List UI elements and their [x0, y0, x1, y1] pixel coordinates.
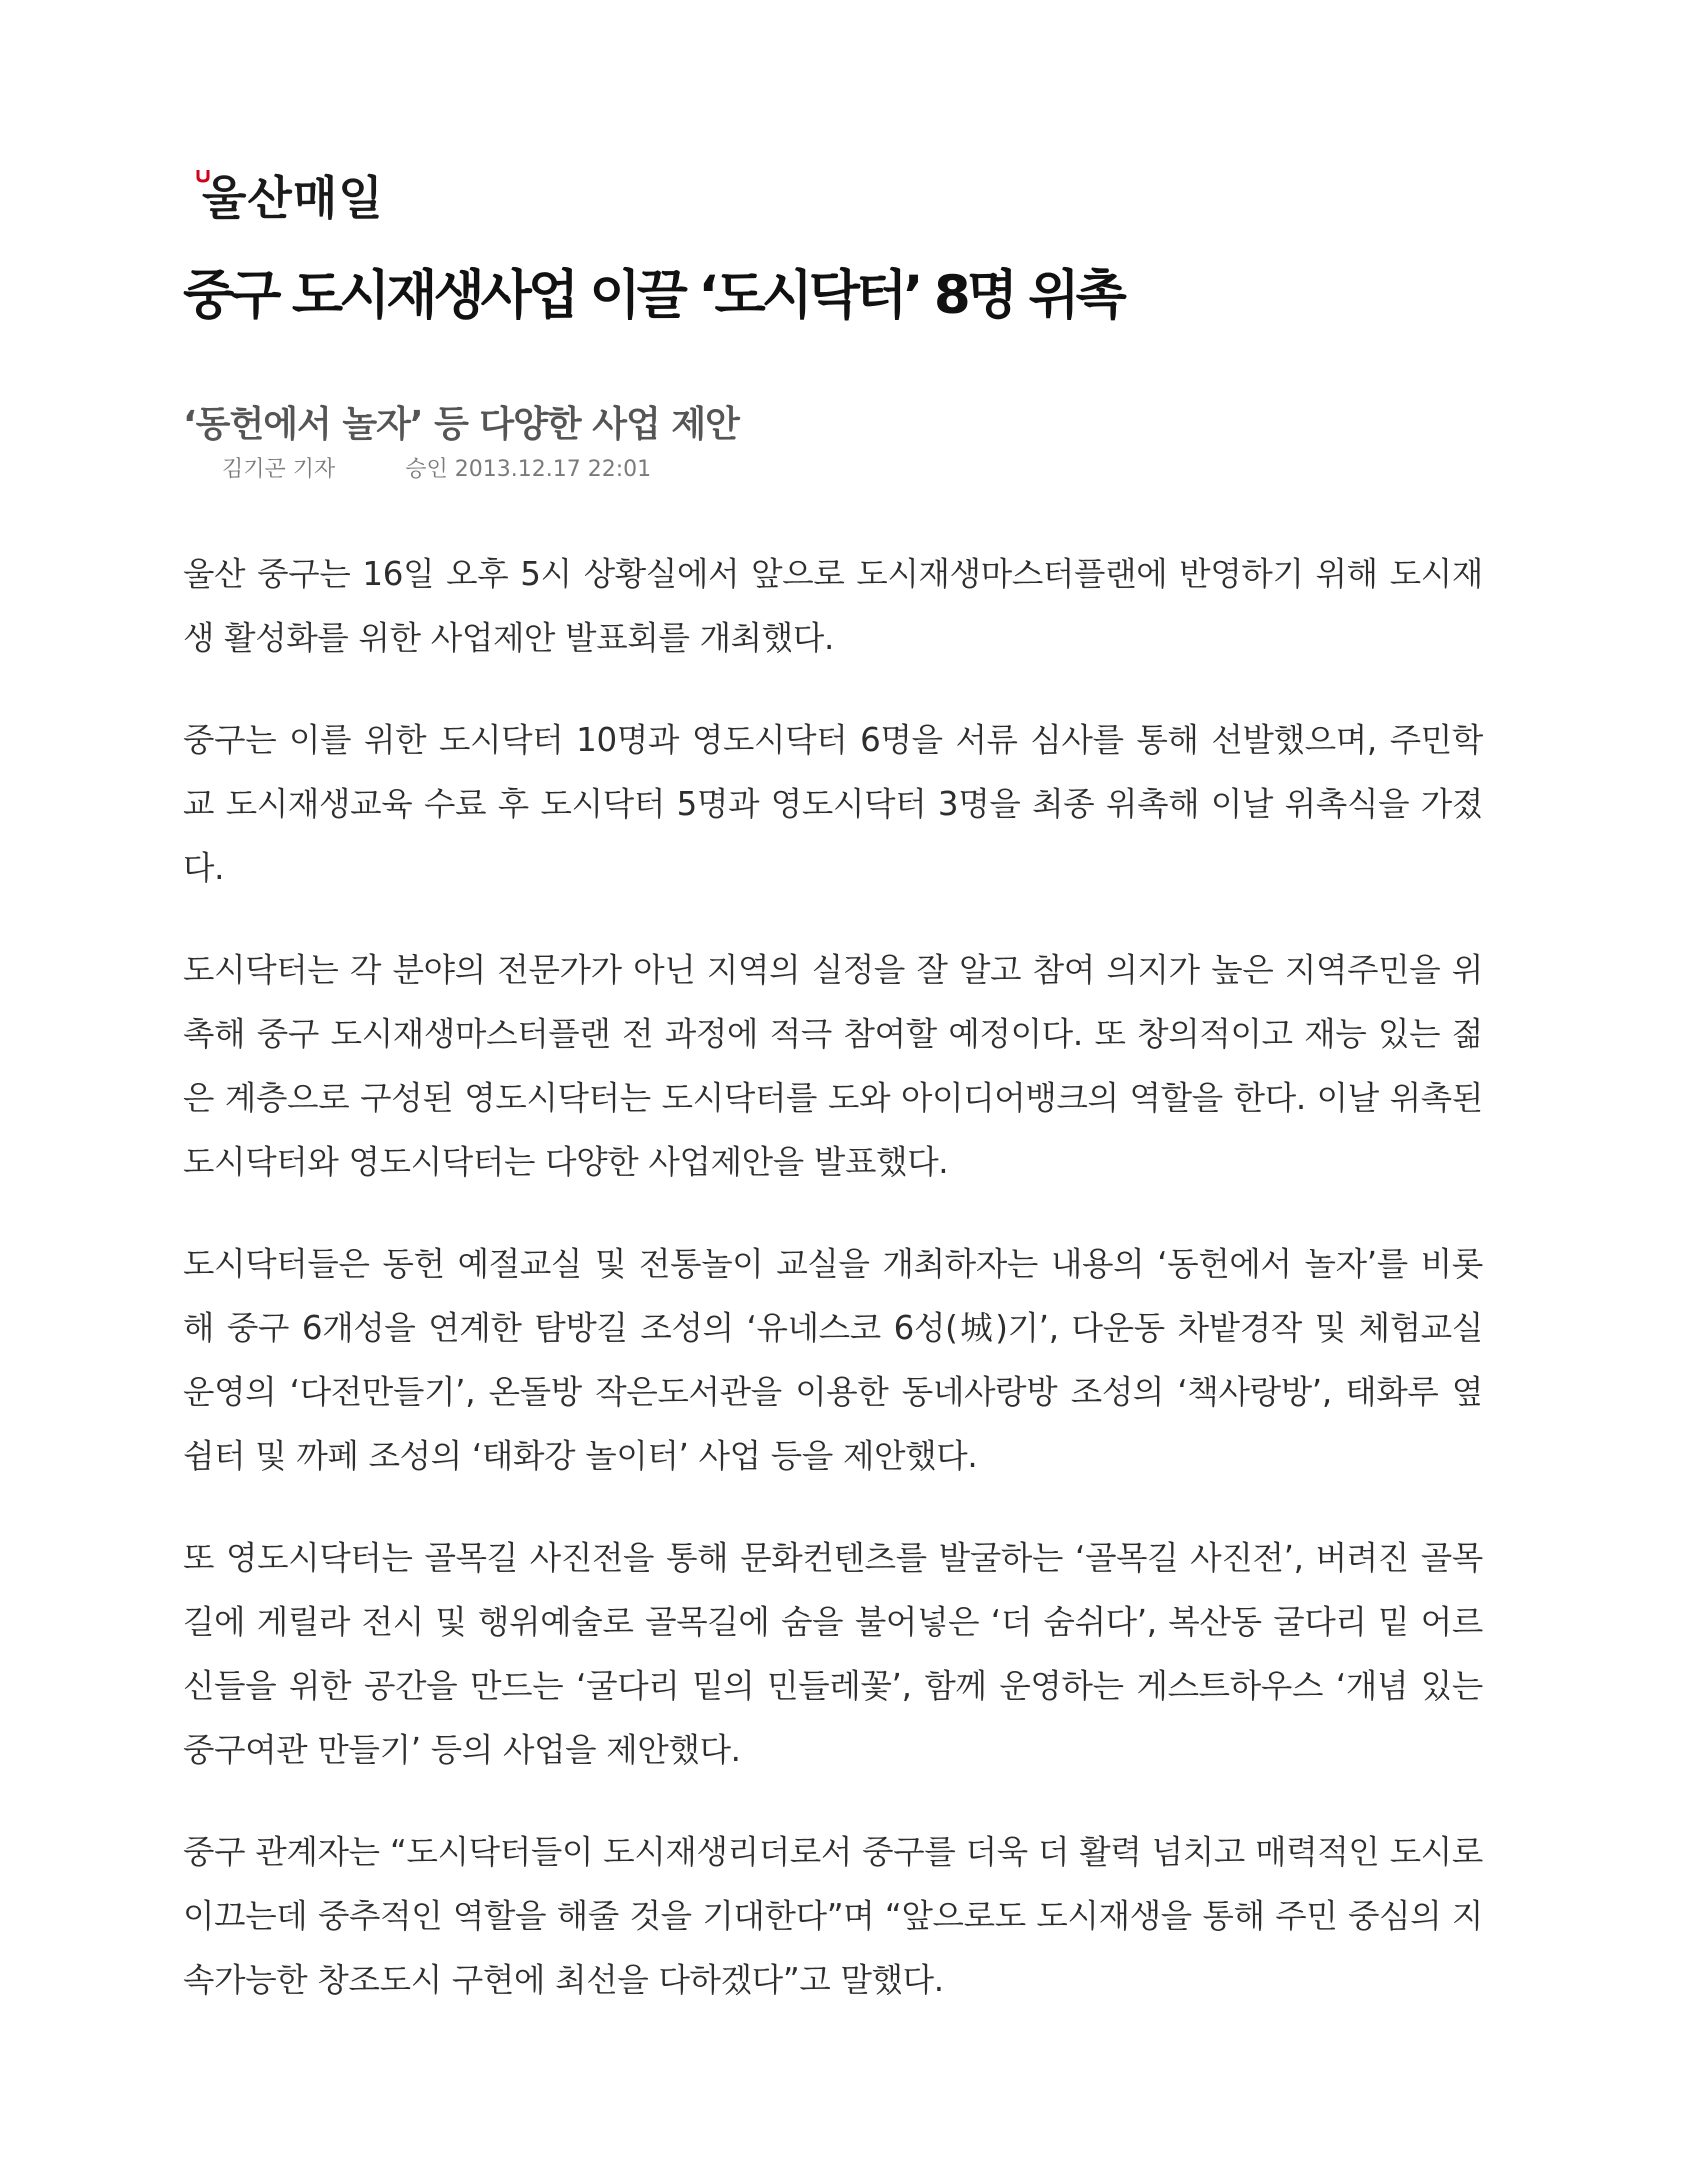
- article-paragraph: 울산 중구는 16일 오후 5시 상황실에서 앞으로 도시재생마스터플랜에 반영하기 위해 도시재생 활성화를 위한 사업제안 발표회를 개최했다.: [183, 555, 1483, 657]
- article-paragraph: 중구 관계자는 “도시닥터들이 도시재생리더로서 중구를 더욱 더 활력 넘치고 매력적인 도시로 이끄는데 중추적인 역할을 해줄 것을 기대한다”며 “앞으로도 도시재생을 통해 주민 중심의 지속가능한 창조도시 구현에 최선을 다하겠다”고 말했다.: [183, 1833, 1483, 1999]
- author-name: 김기곤 기자: [222, 457, 336, 482]
- article-paragraph: 중구는 이를 위한 도시닥터 10명과 영도시닥터 6명을 서류 심사를 통해 선발했으며, 주민학교 도시재생교육 수료 후 도시닥터 5명과 영도시닥터 3명을 최종 위촉해 이날 위촉식을 가졌다.: [183, 721, 1483, 887]
- article-paragraph: 도시닥터는 각 분야의 전문가가 아닌 지역의 실정을 잘 알고 참여 의지가 높은 지역주민을 위촉해 중구 도시재생마스터플랜 전 과정에 적극 참여할 예정이다. 또 창의적이고 재능 있는 젊은 계층으로 구성된 영도시닥터는 도시닥터를 도와 아이디어뱅크의 역할을 한다. 이날 위촉된 도시닥터와 영도시닥터는 다양한 사업제안을 발표했다.: [183, 951, 1483, 1181]
- article-headline: 중구 도시재생사업 이끌 ‘도시닥터’ 8명 위촉: [183, 265, 1123, 326]
- logo-text: 울산매일: [202, 171, 384, 225]
- logo-mark-icon: [196, 169, 210, 183]
- newspaper-logo: [190, 165, 384, 225]
- article-paragraph: 또 영도시닥터는 골목길 사진전을 통해 문화컨텐츠를 발굴하는 ‘골목길 사진전’, 버려진 골목길에 게릴라 전시 및 행위예술로 골목길에 숨을 불어넣은 ‘더 숨쉬다’, 복산동 굴다리 밑 어르신들을 위한 공간을 만드는 ‘굴다리 밑의 민들레꽃’, 함께 운영하는 게스트하우스 ‘개념 있는 중구여관 만들기’ 등의 사업을 제안했다.: [183, 1539, 1483, 1769]
- article-body: [183, 542, 1483, 2050]
- article-subtitle: ‘동헌에서 놀자’ 등 다양한 사업 제안: [183, 404, 739, 445]
- byline: [222, 452, 651, 483]
- approval-timestamp: 승인 2013.12.17 22:01: [405, 457, 652, 482]
- article-paragraph: 도시닥터들은 동헌 예절교실 및 전통놀이 교실을 개최하자는 내용의 ‘동헌에서 놀자’를 비롯해 중구 6개성을 연계한 탐방길 조성의 ‘유네스코 6성(城)기’, 다운동 차밭경작 및 체험교실 운영의 ‘다전만들기’, 온돌방 작은도서관을 이용한 동네사랑방 조성의 ‘책사랑방’, 태화루 옆 쉼터 및 까페 조성의 ‘태화강 놀이터’ 사업 등을 제안했다.: [183, 1245, 1483, 1475]
